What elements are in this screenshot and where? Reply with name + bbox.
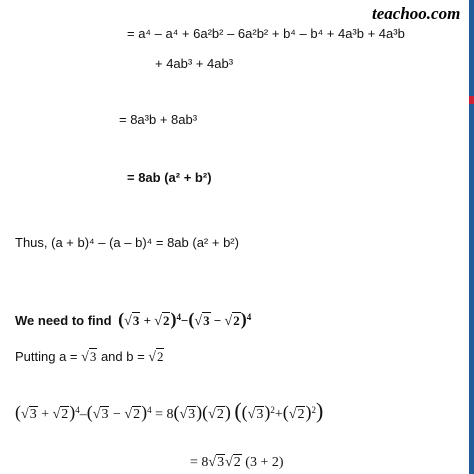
simplified-line-text: = 8a³b + 8ab³ [119,112,198,127]
simplified-line [119,112,197,128]
substitution-mid: and b = [97,349,149,364]
edge-bar [469,0,474,474]
expansion-line-1-text: = a⁴ – a⁴ + 6a²b² – 6a²b² + b⁴ – b⁴ + 4a³b + 4a³b [127,26,405,41]
result-line-text: = 8ab (a² + b²) [127,170,212,185]
task-line-text: We need to find [15,313,112,328]
task-line [15,308,251,333]
expansion-line-1 [127,26,405,42]
edge-marker [469,96,474,104]
final-step-eq: = 8 [190,455,209,470]
evaluation-rhs: = 8 [155,407,174,422]
final-step-line: = 8√3√2 (3 + 2) [190,455,284,470]
result-line [127,170,212,186]
substitution-line: Putting a = √3 and b = √2 [15,349,164,365]
expansion-line-2 [155,56,233,72]
conclusion-line [15,235,239,251]
final-step-tail: (3 + 2) [245,455,284,470]
teachoo-logo: teachoo.com [372,4,461,23]
task-expression: $(√3 + √2)^4-(√3 - √2)^4$ [118,309,252,329]
expansion-line-2-text: + 4ab³ + 4ab³ [155,56,234,71]
substitution-prefix: Putting a = [15,349,82,364]
evaluation-line: $(√3 + √2)^4-(√3 - √2)^4 = 8(√3)(√2)$ $((√3)^2+(√2)^2)$ [15,398,324,423]
conclusion-line-text: Thus, (a + b)⁴ – (a – b)⁴ = 8ab (a² + b²) [15,235,239,250]
